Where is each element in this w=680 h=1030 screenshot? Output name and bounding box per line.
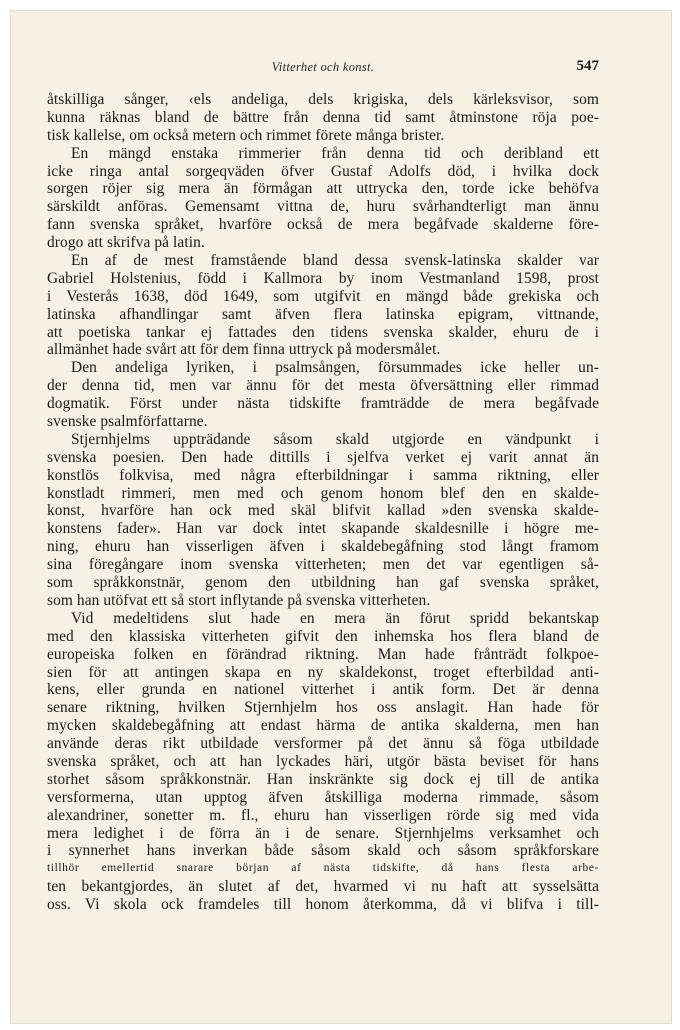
text-line: kunna räknas bland de bättre från denna tid samt åtminstone röja poe- <box>47 108 599 126</box>
text-line: Gabriel Holstenius, född i Kallmora by inom Vestmanland 1598, prost <box>47 269 599 287</box>
text-line: icke ringa antal sorgeqväden öfver Gustaf Adolfs död, i hvilka dock <box>47 162 599 180</box>
text-line: En mängd enstaka rimmerier från denna tid och deribland ett <box>71 144 599 162</box>
text-line: sien för att antingen skapa en ny skaldekonst, troget efterbildad anti- <box>47 663 599 681</box>
text-line: konstens fader». Han var dock intet skapande skaldesnille i högre me- <box>47 520 599 538</box>
text-line: konstladt rimmeri, men med och genom honom blef den en skalde- <box>47 484 599 502</box>
text-line: Vid medeltidens slut hade en mera än förut spridd bekantskap <box>71 609 599 627</box>
text-line: latinska afhandlingar samt äfven flera latinska epigram, vittnande, <box>47 305 599 323</box>
text-line: der denna tid, men var ännu för det mesta öfversättning eller rimmad <box>47 377 599 395</box>
book-page <box>10 10 672 1024</box>
text-line: tisk kallelse, om också metern och rimmet förete många brister. <box>47 126 445 144</box>
page-header <box>47 60 599 82</box>
text-line: europeiska folken en förändrad riktning. Man hade frånträdt folkpoe- <box>47 645 599 663</box>
text-line: ning, ehuru han visserligen äfven i skaldebegåfning stod långt framom <box>47 538 599 556</box>
body-text <box>47 91 599 914</box>
text-line: konstlös folkvisa, med några efterbildningar i samma riktning, eller <box>47 466 599 484</box>
text-line: som språkkonstnär, genom den utbildning han gaf svenska språket, <box>47 574 599 592</box>
running-head: Vitterhet och konst. <box>271 60 375 74</box>
text-line: alexandriner, sonetter m. fl., ehuru han visserligen rörde sig med vida <box>47 806 599 824</box>
page-number: 547 <box>576 58 599 74</box>
text-line: att poetiska tankar ej fattades den tidens svenska skalder, ehuru de i <box>47 323 599 341</box>
text-line: svenska språket, och att han lyckades häri, utgör bästa beviset för hans <box>47 752 599 770</box>
text-line: åtskilliga sånger, ‹els andeliga, dels krigiska, dels kärleksvisor, som <box>47 91 599 108</box>
text-line: kens, eller grunda en nationel vitterhet i antik form. Det är denna <box>47 681 599 699</box>
text-line: i synnerhet hans inverkan både såsom skald och såsom språkforskare <box>47 842 599 860</box>
text-line: svenska poesien. Den hade dittills i sjelfva verket ej varit annat än <box>47 448 599 466</box>
text-line: dogmatik. Först under nästa tidskifte framträdde de mera begåfvade <box>47 395 599 413</box>
text-line: drogo att skrifva på latin. <box>47 234 205 252</box>
text-line: mycken skaldebegåfning att endast härma de antika skalderna, men han <box>47 717 599 735</box>
text-line: mera ledighet i de förra än i de senare. Stjernhjelms verksamhet och <box>47 824 599 842</box>
text-line: En af de mest framstående bland dessa svensk-latinska skalder var <box>71 252 599 270</box>
text-line: oss. Vi skola ock framdeles till honom återkomma, då vi blifva i till- <box>47 896 599 914</box>
text-line: svenske psalmförfattarne. <box>47 413 208 431</box>
text-line: tillhör emellertid snarare början af nästa tidskifte, då hans flesta arbe- <box>47 862 599 875</box>
text-line: allmänhet hade svårt att för dem finna uttryck på modersmålet. <box>47 341 441 359</box>
text-line: sorgen röjer sig mera än förmågan att uttrycka den, torde icke behöfva <box>47 180 599 198</box>
text-line: versformerna, utan upptog äfven åtskilliga moderna rimmade, såsom <box>47 788 599 806</box>
text-line: med den klassiska vitterheten gifvit den inhemska hos flera bland de <box>47 627 599 645</box>
text-line: sina föregångare inom svenska vitterheten; men det var egentligen så- <box>47 556 599 574</box>
text-line: i Vesterås 1638, död 1649, som utgifvit en mängd både grekiska och <box>47 287 599 305</box>
text-line: storhet såsom språkkonstnär. Han inskränkte sig dock ej till de antika <box>47 770 599 788</box>
text-line: ten bekantgjordes, än slutet af det, hvarmed vi nu haft att sysselsätta <box>47 878 599 896</box>
text-line: fann svenska språket, hvarföre också de mera begåfvade skalderne före- <box>47 216 599 234</box>
text-line: särskildt anföras. Gemensamt vittna de, huru svårhandterligt man ännu <box>47 198 599 216</box>
text-line: använde deras rikt utbildade versformer på det ännu så föga utbildade <box>47 735 599 753</box>
text-line: Stjernhjelms uppträdande såsom skald utgjorde en vändpunkt i <box>71 430 599 448</box>
text-line: Den andeliga lyriken, i psalmsången, försummades icke heller un- <box>71 359 599 377</box>
text-line: som han utöfvat ett så stort inflytande på svenska vitterheten. <box>47 591 431 609</box>
text-line: senare riktning, hvilken Stjernhjelm hos oss anslagit. Han hade för <box>47 699 599 717</box>
text-line: konst, hvarföre han ock med skäl blifvit kallad »den svenska skalde- <box>47 502 599 520</box>
